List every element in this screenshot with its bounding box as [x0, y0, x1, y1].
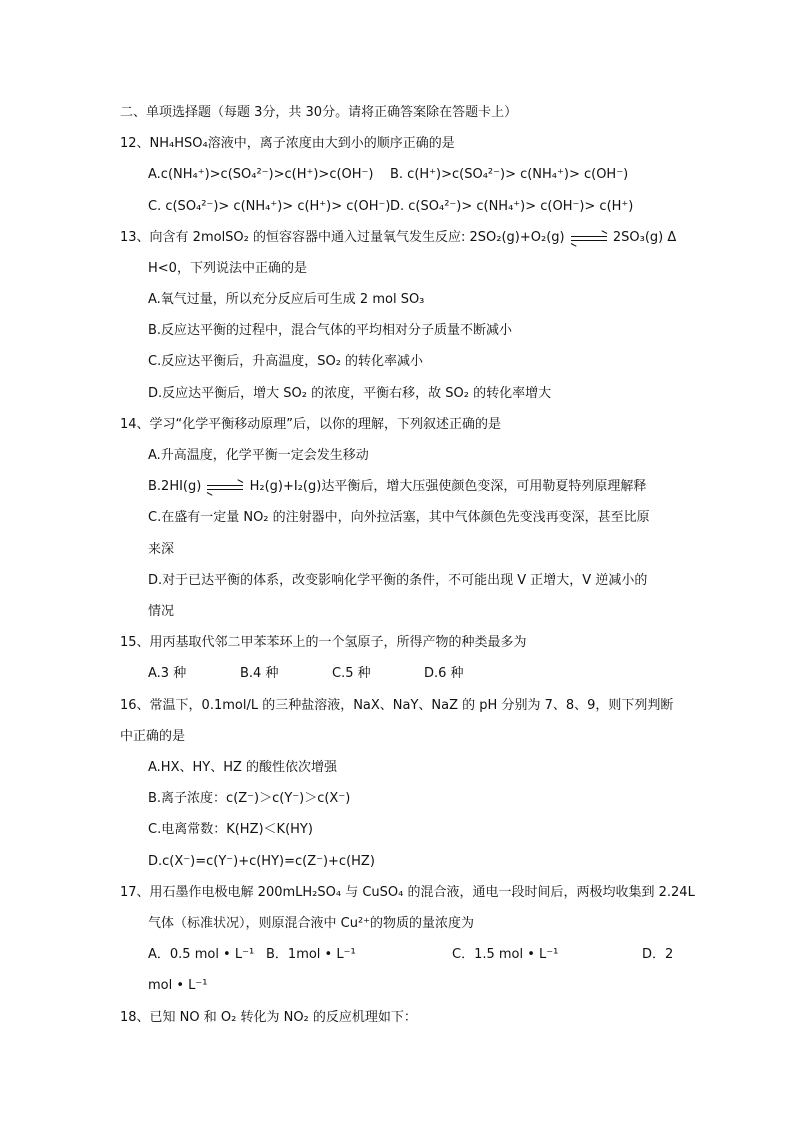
option-a: A.3 种 — [148, 666, 187, 681]
option-d: D.c(X⁻)=c(Y⁻)+c(HY)=c(Z⁻)+c(HZ) — [148, 854, 375, 869]
option-b: B.离子浓度：c(Z⁻)＞c(Y⁻)＞c(X⁻) — [148, 791, 351, 806]
equilibrium-arrow-icon — [207, 482, 243, 492]
option-c: C.反应达平衡后，升高温度，SO₂ 的转化率减小 — [148, 354, 424, 369]
question-stem: 15、用丙基取代邻二甲苯苯环上的一个氢原子，所得产物的种类最多为 — [120, 635, 527, 650]
question-stem: 16、常温下，0.1mol/L 的三种盐溶液，NaX、NaY、NaZ 的 pH 分别为 7、8、9，则下列判断 — [120, 698, 674, 713]
option-b — [148, 478, 646, 496]
option-a: A．0.5 mol • L⁻¹ — [148, 947, 255, 962]
option-b-part: H₂(g)+I₂(g)达平衡后，增大压强使颜色变深，可用勒夏特列原理解释 — [249, 479, 647, 494]
equilibrium-arrow-icon — [571, 233, 607, 243]
option-a: A.氧气过量，所以充分反应后可生成 2 mol SO₃ — [148, 292, 425, 307]
question-stem-part: 2SO₃(g) Δ — [612, 230, 677, 245]
option-b-part: B.2HI(g) — [148, 479, 202, 494]
question-stem: 14、学习“化学平衡移动原理”后，以你的理解，下列叙述正确的是 — [120, 417, 502, 432]
option-c: C．1.5 mol • L⁻¹ — [452, 947, 559, 962]
question-stem: 12、NH₄HSO₄溶液中，离子浓度由大到小的顺序正确的是 — [120, 136, 455, 151]
question-stem-cont: 中正确的是 — [120, 729, 186, 744]
option-b: B．1mol • L⁻¹ — [266, 947, 356, 962]
option-b: B.4 种 — [240, 666, 279, 681]
question-stem-line — [120, 229, 676, 247]
option-c: C.在盛有一定量 NO₂ 的注射器中，向外拉活塞，其中气体颜色先变浅再变深，甚至比原 — [148, 510, 650, 525]
option-b: B.反应达平衡的过程中，混合气体的平均相对分子质量不断减小 — [148, 323, 513, 338]
option-c: C.电离常数：K(HZ)＜K(HY) — [148, 822, 313, 837]
question-stem-part: 13、向含有 2molSO₂ 的恒容容器中通入过量氧气发生反应: 2SO₂(g)+O₂(g) — [120, 230, 565, 245]
option-a: A.升高温度，化学平衡一定会发生移动 — [148, 448, 369, 463]
question-stem-cont: H<0，下列说法中正确的是 — [148, 261, 307, 276]
option-a: A.HX、HY、HZ 的酸性依次增强 — [148, 760, 338, 775]
option-d: D.对于已达平衡的体系，改变影响化学平衡的条件，不可能出现 V 正增大，V 逆减小的 — [148, 573, 648, 588]
option-d: D.反应达平衡后，增大 SO₂ 的浓度，平衡右移，故 SO₂ 的转化率增大 — [148, 386, 552, 401]
option-d-cont: 情况 — [148, 604, 175, 619]
question-stem: 18、已知 NO 和 O₂ 转化为 NO₂ 的反应机理如下： — [120, 1010, 417, 1025]
option-d: D. c(SO₄²⁻)> c(NH₄⁺)> c(OH⁻)> c(H⁺) — [390, 199, 634, 214]
question-stem-cont: 气体（标准状况），则原混合液中 Cu²⁺的物质的量浓度为 — [148, 916, 475, 931]
section-header: 二、单项选择题（每题 3分，共 30分。请将正确答案除在答题卡上） — [120, 105, 518, 120]
option-c-cont: 来深 — [148, 542, 175, 557]
option-c: C.5 种 — [332, 666, 371, 681]
option-d: D.6 种 — [424, 666, 464, 681]
option-d-cont: mol • L⁻¹ — [148, 978, 208, 993]
option-b: B. c(H⁺)>c(SO₄²⁻)> c(NH₄⁺)> c(OH⁻) — [390, 167, 629, 182]
question-stem: 17、用石墨作电极电解 200mLH₂SO₄ 与 CuSO₄ 的混合液，通电一段时间后，两极均收集到 2.24L — [120, 885, 695, 900]
option-a: A.c(NH₄⁺)>c(SO₄²⁻)>c(H⁺)>c(OH⁻) — [148, 167, 374, 182]
option-c: C. c(SO₄²⁻)> c(NH₄⁺)> c(H⁺)> c(OH⁻) — [148, 199, 391, 214]
option-d: D．2 — [642, 947, 674, 962]
